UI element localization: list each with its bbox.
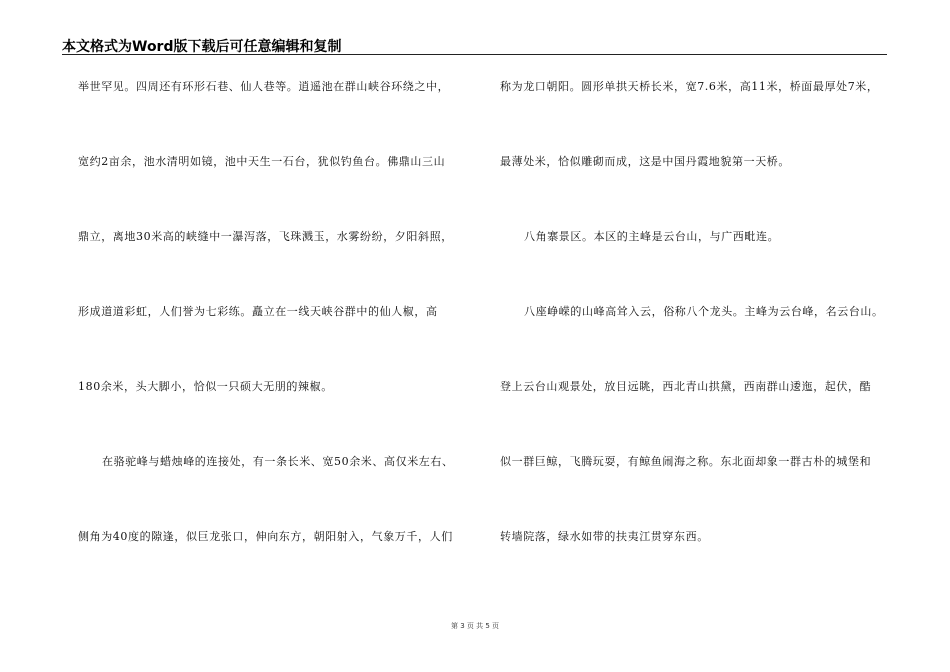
header-divider [62, 54, 887, 55]
paragraph-line: 形成道道彩虹，人们誉为七彩练。矗立在一线天峡谷群中的仙人椒，高 [78, 305, 438, 318]
paragraph-line: 在骆驼峰与蜡烛峰的连接处，有一条长米、宽50余米、高仅米左右、 [102, 455, 454, 468]
document-header-title: 本文格式为Word版下载后可任意编辑和复制 [62, 39, 342, 55]
paragraph-line: 举世罕见。四周还有环形石巷、仙人巷等。逍遥池在群山峡谷环绕之中， [78, 80, 450, 93]
paragraph-line: 登上云台山观景处，放目远眺，西北青山拱黛，西南群山逶迤，起伏，酷 [500, 380, 872, 393]
paragraph-line: 侧角为40度的隙逢，似巨龙张口，伸向东方，朝阳射入，气象万千，人们 [78, 530, 453, 543]
paragraph-line: 宽约2亩余，池水清明如镜，池中天生一石台，犹似钓鱼台。佛鼎山三山 [78, 155, 446, 168]
paragraph-line: 称为龙口朝阳。圆形单拱天桥长米，宽7.6米，高11米，桥面最厚处7米， [500, 80, 879, 93]
paragraph-line: 八座峥嵘的山峰高耸入云，俗称八个龙头。主峰为云台峰，名云台山。 [524, 305, 884, 318]
paragraph-line: 转墙院落，绿水如带的扶夷江贯穿东西。 [500, 530, 709, 543]
paragraph-line: 鼎立，离地30米高的峡缝中一瀑泻落，飞珠溅玉，水雾纷纷，夕阳斜照， [78, 230, 453, 243]
paragraph-line: 似一群巨鲸，飞腾玩耍，有鲸鱼闹海之称。东北面却象一群古朴的城堡和 [500, 455, 872, 468]
paragraph-line: 八角寨景区。本区的主峰是云台山，与广西毗连。 [524, 230, 780, 243]
paragraph-line: 最薄处米，恰似雕砌而成，这是中国丹霞地貌第一天桥。 [500, 155, 790, 168]
page-number-footer: 第 3 页 共 5 页 [450, 622, 500, 630]
paragraph-line: 180余米，头大脚小，恰似一只硕大无朋的辣椒。 [78, 380, 333, 393]
